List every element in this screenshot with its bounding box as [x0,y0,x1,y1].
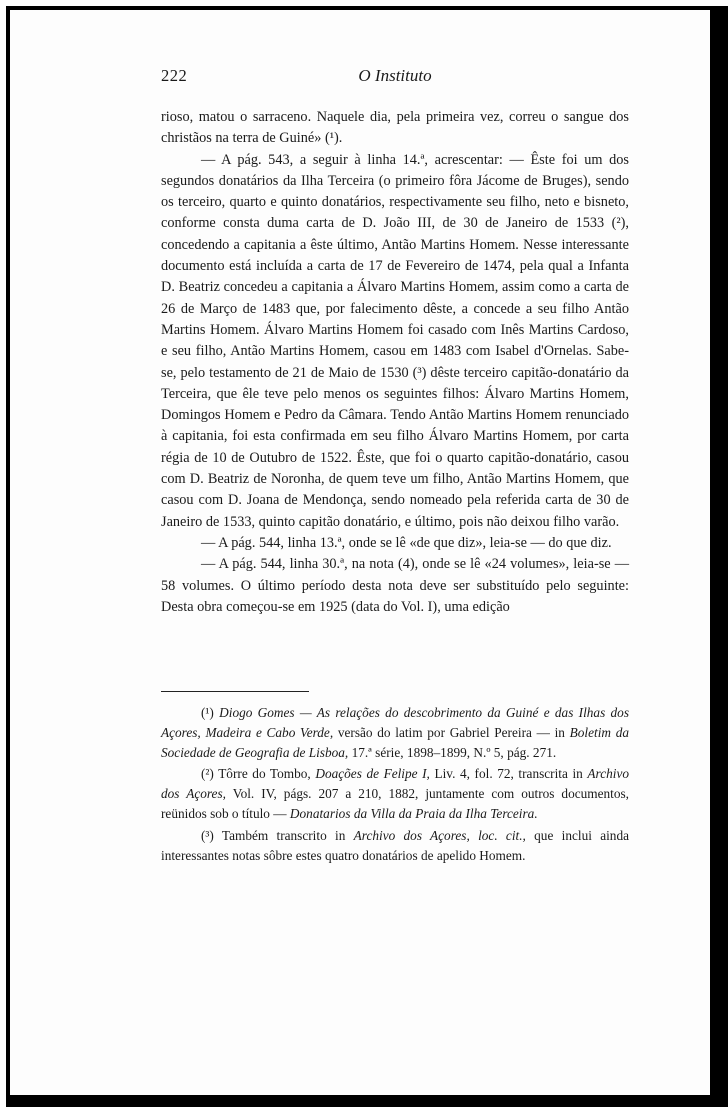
footnotes [161,703,629,867]
footnote-1-middle: versão do latim por Gabriel Pereira — in [337,724,565,740]
paragraph-correction-544-line-30: — A pág. 544, linha 30.ª, na nota (4), onde se lê «24 volumes», leia-se — 58 volumes. O último período desta nota deve ser substituído pelo seguinte: Desta obra começou-se em 1925 (data do Vol. I), uma edição [161,556,629,615]
footnote-2-work: Doações de Felipe I, [315,766,430,782]
paragraph-continuation: rioso, matou o sarraceno. Naquele dia, pela primeira vez, correu o sangue dos christãos na terra de Guiné» (¹). [161,109,629,147]
footnote-3-marker: (³) [201,827,214,843]
footnote-3-lead: Também transcrito in [221,827,346,843]
footnote-2-lead: Tôrre do Tombo, [218,766,311,782]
footnote-2-archive: Archivo dos Açores, [161,766,630,802]
footnote-1-work: Diogo Gomes — As relações do descobrimento da Guiné e das Ilhas dos Açores, Madeira e Cabo Verde, [161,705,630,740]
footnote-1-marker: (¹) [201,705,214,720]
page-number: 222 [161,66,188,85]
paragraph-correction-543: — A pág. 543, a seguir à linha 14.ª, acrescentar: — Êste foi um dos segundos donatários da Ilha Terceira (o primeiro fôra Jácome de Bruges), sendo os terceiro, quarto e quinto donatários, respectivamente seu filho, neto e bisneto, conforme consta duma carta de D. João III, de 30 de Janeiro de 1533 (²), concedendo a capitania a êste último, Antão Martins Homem. Nesse interessante documento está incluída a carta de 17 de Fevereiro de 1474, pela qual a Infanta D. Beatriz concedeu a capitania a Álvaro Martins Homem, assim como a carta de 26 de Março de 1483 que, por falecimento dêste, a concede a seu filho Antão Martins Homem. Álvaro Martins Homem foi casado com Inês Martins Cardoso, e seu filho, Antão Martins Homem, casou em 1483 com Isabel d'Ornelas. Sabe-se, pelo testamento de 21 de Maio de 1530 (³) dêste terceiro capitão-donatário da Terceira, que êle teve pelo menos os seguintes filhos: Álvaro Martins Homem, Domingos Homem e Pedro da Câmara. Tendo Antão Martins Homem renunciado à capitania, foi esta confirmada em seu filho Álvaro Martins Homem, por carta régia de 10 de Outubro de 1522. Êste, que foi o quarto capitão-donatário, casou com D. Beatriz de Noronha, de quem teve um filho, Antão Martins Homem, que casou com D. Joana de Mendonça, sendo nomeado pela referida carta de 30 de Janeiro de 1533, quinto capitão donatário, e último, pois não deixou filho varão. [161,151,629,530]
running-title: O Instituto [358,66,432,85]
footnote-3-rest: que inclui ainda interessantes notas sôbre estes quatro donatários de apelido Homem. [161,827,629,863]
footnote-3 [161,826,629,866]
scan-border-bottom [6,1099,728,1107]
scan-border-right [714,6,728,1107]
footnote-1 [161,703,629,762]
footnote-1-tail: 17.ª série, 1898–1899, N.º 5, pág. 271. [351,744,557,760]
footnote-2-mid: Liv. 4, fol. 72, transcrita in [434,766,583,782]
footnote-3-archive: Archivo dos Açores, loc. cit., [353,827,526,843]
footnote-2 [161,764,629,823]
footnote-2-marker: (²) [201,766,214,782]
footnote-rule [161,691,309,692]
footnote-2-rest: Vol. IV, págs. 207 a 210, 1882, juntamente com outros documentos, reünidos sob o título — [161,786,630,821]
page-header [161,66,629,90]
paragraph-correction-544-line-13: — A pág. 544, linha 13.ª, onde se lê «de que diz», leia-se — do que diz. [201,534,612,551]
footnote-1-journal: Boletim da Sociedade de Geografia de Lisboa, [161,724,630,760]
main-text [161,107,629,618]
footnote-2-title: Donatarios da Villa da Praia da Ilha Terceira. [289,805,538,821]
